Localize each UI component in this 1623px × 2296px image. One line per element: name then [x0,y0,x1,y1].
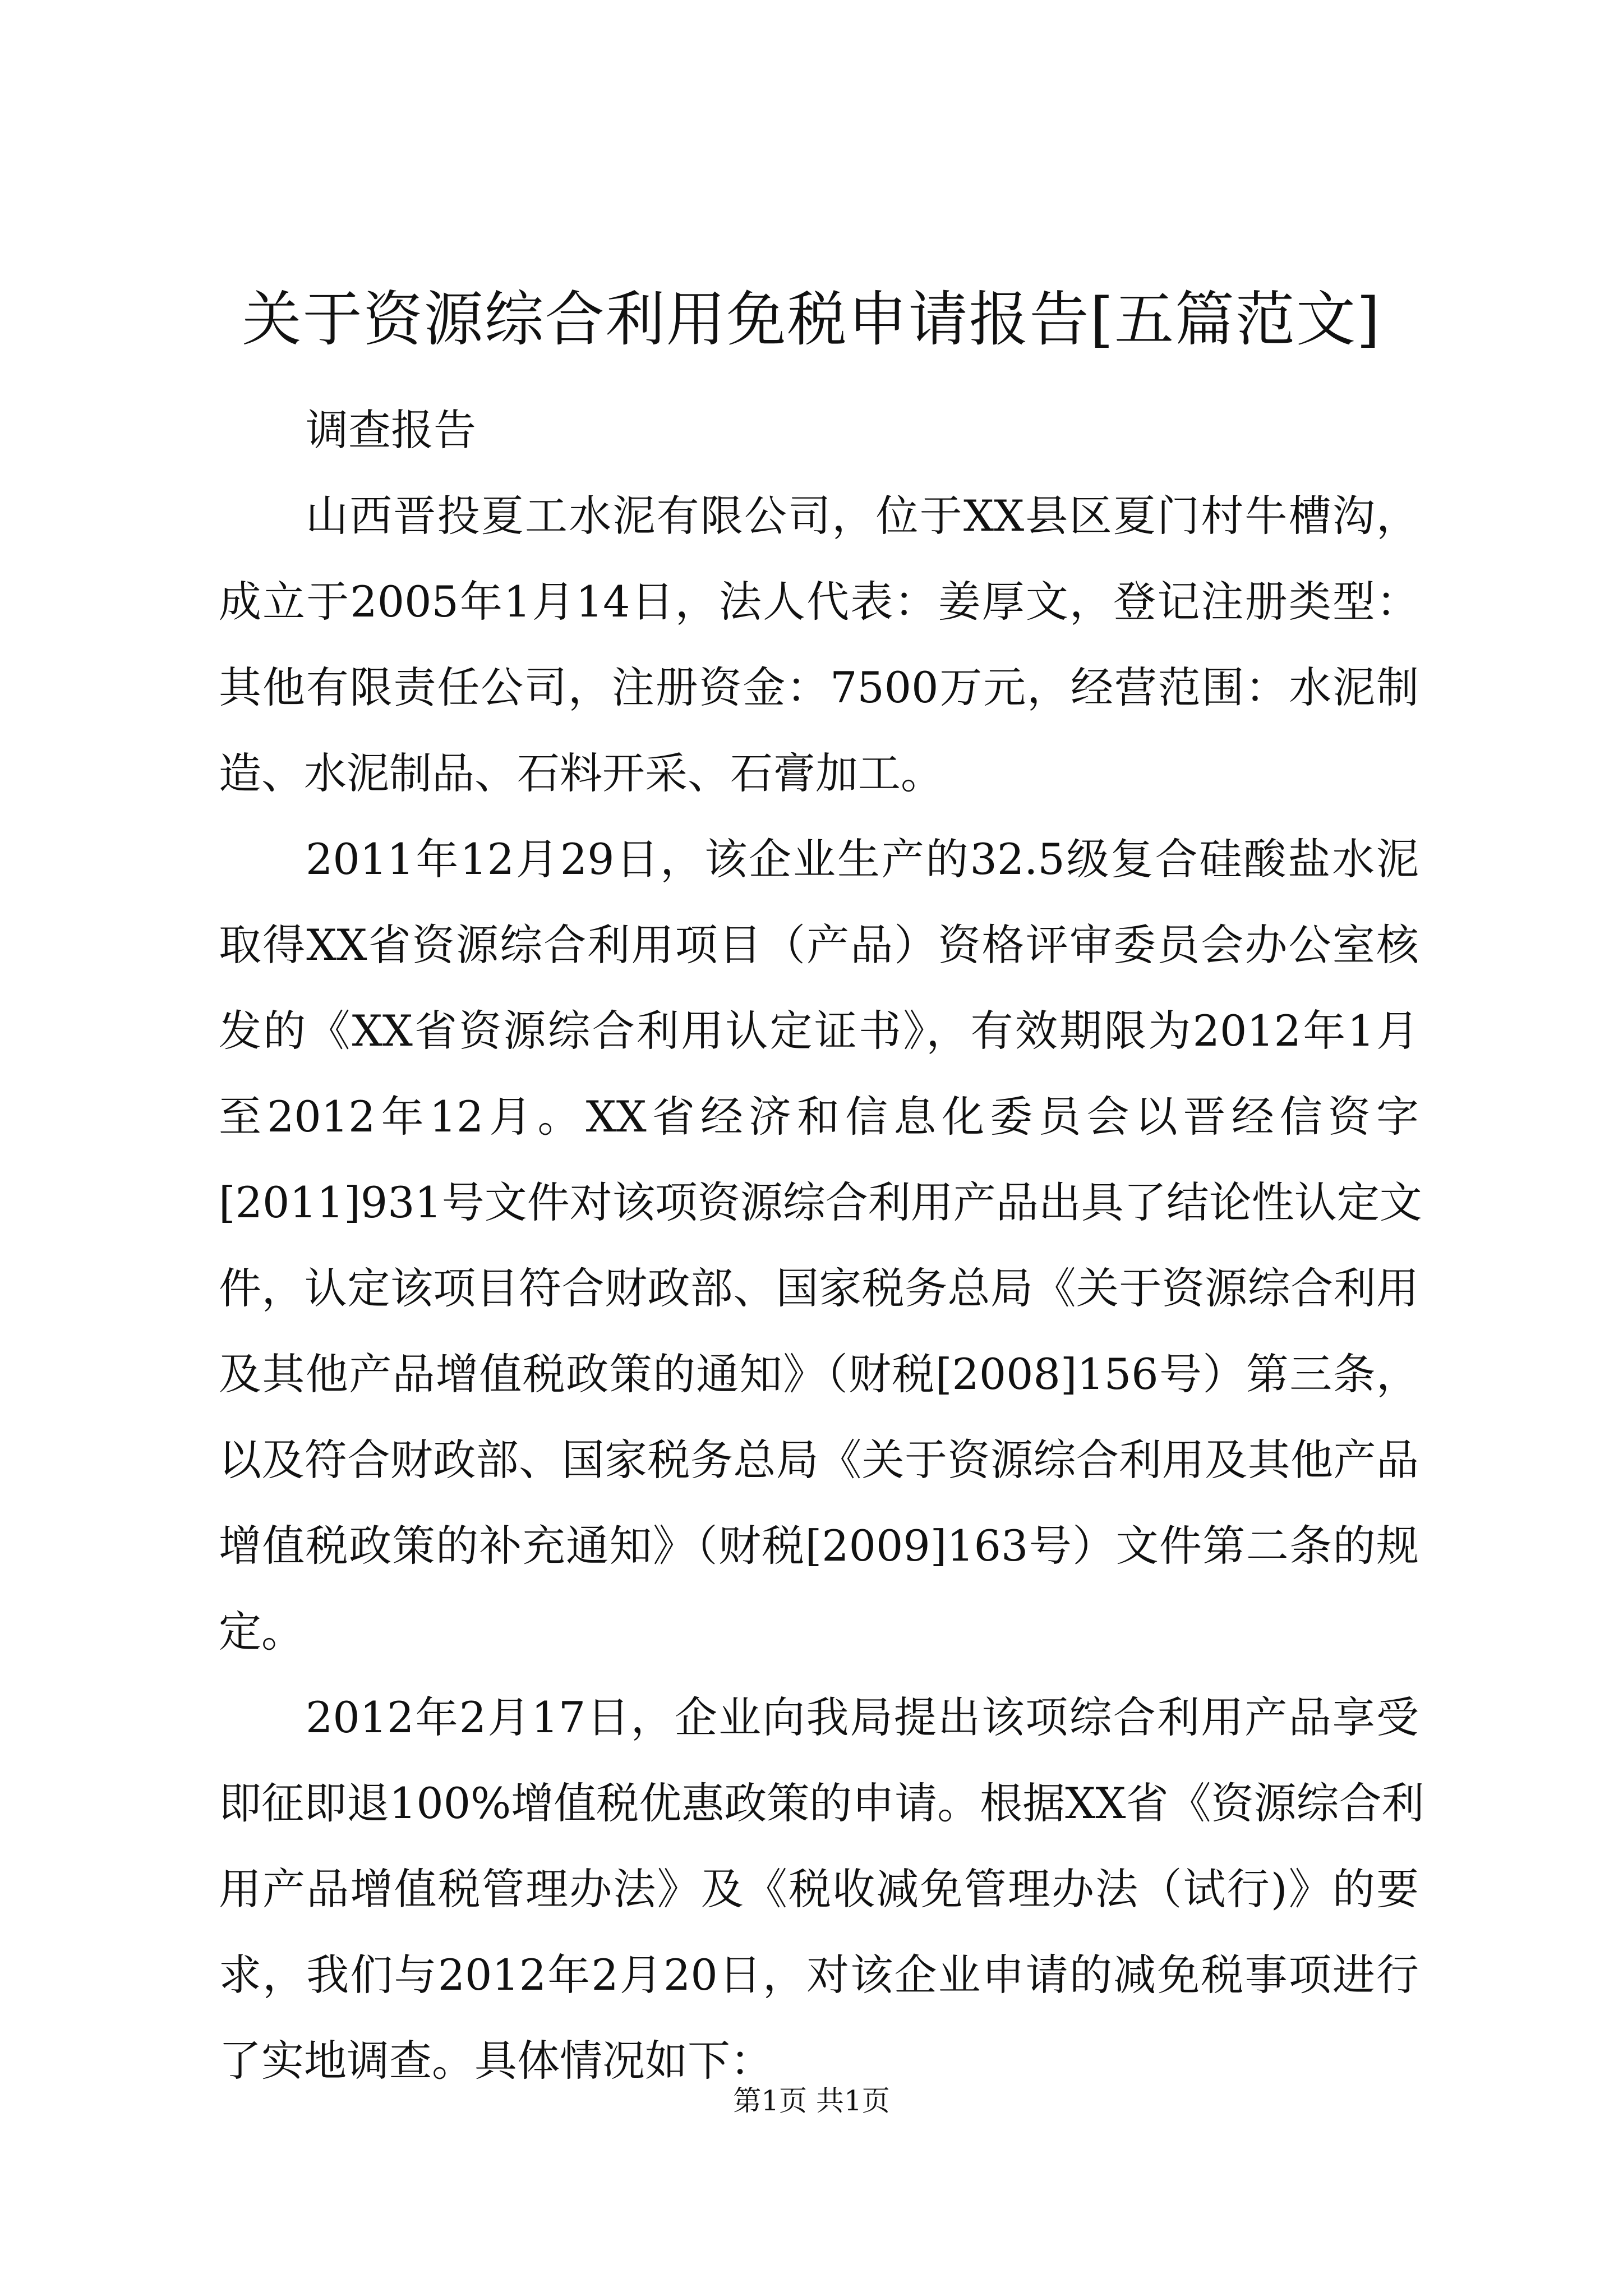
body-line: 取得XX省资源综合利用项目（产品）资格评审委员会办公室核 [219,920,1419,970]
body-line: 及其他产品增值税政策的通知》（财税[2008]156号）第三条， [219,1349,1419,1399]
body-line: 发的《XX省资源综合利用认定证书》，有效期限为2012年1月 [219,1006,1419,1056]
body-line: 即征即退100%增值税优惠政策的申请。根据XX省《资源综合利 [219,1778,1424,1828]
body-line: 2012年2月17日，企业向我局提出该项综合利用产品享受 [306,1692,1419,1742]
body-line: 成立于2005年1月14日，法人代表：姜厚文，登记注册类型： [219,577,1419,627]
body-line: 以及符合财政部、国家税务总局《关于资源综合利用及其他产品 [219,1435,1419,1485]
body-line: 2011年12月29日，该企业生产的32.5级复合硅酸盐水泥 [306,834,1419,884]
body-line: 件，认定该项目符合财政部、国家税务总局《关于资源综合利用 [219,1263,1419,1313]
document-body [219,387,1424,2104]
body-line: 其他有限责任公司，注册资金：7500万元，经营范围：水泥制 [219,662,1419,712]
body-line: 增值税政策的补充通知》（财税[2009]163号）文件第二条的规 [219,1521,1419,1571]
body-line: [2011]931号文件对该项资源综合利用产品出具了结论性认定文 [219,1177,1422,1227]
body-line: 定。 [219,1607,304,1657]
body-line: 用产品增值税管理办法》及《税收减免管理办法（试行)》的要 [219,1864,1419,1914]
document-title: 关于资源综合利用免税申请报告[五篇范文] [242,285,1381,354]
body-line: 造、水泥制品、石料开采、石膏加工。 [219,748,943,798]
page-footer: 第1页 共1页 [733,2085,890,2117]
body-line: 求，我们与2012年2月20日，对该企业申请的减免税事项进行 [219,1950,1419,2000]
body-line: 至2012年12月。XX省经济和信息化委员会以晋经信资字 [219,1092,1419,1142]
body-line: 调查报告 [306,405,476,455]
body-line: 了实地调查。具体情况如下： [219,2036,773,2086]
body-line: 山西晋投夏工水泥有限公司，位于XX县区夏门村牛槽沟， [306,491,1419,541]
